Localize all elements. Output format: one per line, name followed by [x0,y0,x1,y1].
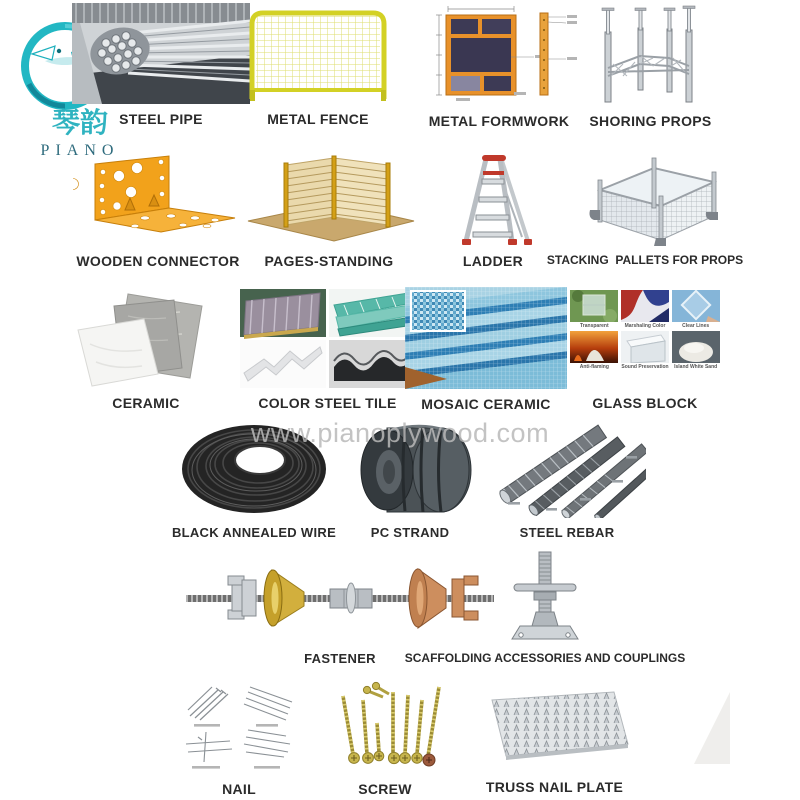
glass-block-transparent-photo [570,290,618,322]
product-label-metal-formwork: METAL FORMWORK [428,113,570,129]
product-wooden-connector [73,148,243,269]
mosaic-ceramic-image [405,287,567,389]
product-label-ceramic: CERAMIC [112,395,180,411]
product-label-black-annealed-wire: BLACK ANNEALED WIRE [171,525,337,540]
product-label-pages-standing: PAGES-STANDING [264,253,394,269]
product-label-pc-strand: PC STRAND [370,525,450,540]
steel-pipe-photo [72,3,250,104]
color-steel-tile-image [240,289,415,388]
ceramic-drawing [70,288,222,388]
wooden-connector-image [73,148,243,246]
screw-image [313,678,457,774]
glass-block-image [567,290,723,388]
product-black-annealed-wire [170,414,338,540]
pages-standing-drawing [238,145,420,246]
product-label-scaffolding-accessories: SCAFFOLDING ACCESSORIES AND COUPLINGS [404,651,686,665]
metal-formwork-drawing [418,2,580,106]
logo-chinese-text: 琴韵 [51,107,108,138]
product-metal-formwork [418,2,580,129]
ladder-image [438,145,548,246]
pages-standing-image [238,145,420,246]
product-stacking-pallets [546,146,744,267]
pc-strand-photo [345,418,475,518]
nail-image [178,682,300,774]
glass-block-caption: Anti-flaming [579,364,609,370]
product-shoring-props [583,2,718,129]
screw-photo [313,678,457,774]
glass-block-sound-photo [621,331,669,363]
product-mosaic-ceramic [405,287,567,412]
product-screw [313,678,457,797]
glass-block-tile [570,290,619,329]
product-pc-strand [345,418,475,540]
website-watermark: www.pianoplywood.com [250,418,550,448]
product-truss-nail-plate [472,684,637,795]
nail-photo [178,682,300,774]
steel-rebar-image [488,416,646,518]
product-label-color-steel-tile: COLOR STEEL TILE [258,395,397,411]
product-label-ladder: LADDER [462,253,524,269]
truss-nail-plate-photo [472,684,637,772]
product-color-steel-tile [240,289,415,411]
product-label-steel-pipe: STEEL PIPE [119,111,203,127]
shoring-props-image [583,2,718,106]
scaffolding-accessories-image [425,548,665,644]
product-steel-rebar [488,416,646,540]
glass-block-caption: Island White Sand [674,364,718,370]
cropped-image-fragment [694,692,730,764]
ladder-drawing [438,145,548,246]
color-steel-tile-photos [240,289,415,388]
product-label-steel-rebar: STEEL REBAR [519,525,615,540]
glass-block-caption: Sound Preservation [621,364,669,370]
product-metal-fence [243,4,393,127]
pc-strand-image [345,418,475,518]
mosaic-ceramic-photo [405,287,567,389]
truss-nail-plate-image [472,684,637,772]
metal-formwork-image [418,2,580,106]
shoring-props-drawing [583,2,718,106]
product-label-mosaic-ceramic: MOSAIC CERAMIC [421,396,551,412]
metal-fence-drawing [243,4,393,104]
black-annealed-wire-image [170,414,338,518]
product-nail [178,682,300,797]
product-label-wooden-connector: WOODEN CONNECTOR [76,253,240,269]
glass-block-tile [621,290,670,329]
glass-block-white-sand-photo [672,331,720,363]
glass-block-clear-lines-photo [672,290,720,322]
screw-jack-photo [506,548,584,644]
wooden-connector-drawing [73,148,243,246]
product-label-glass-block: GLASS BLOCK [592,395,698,411]
glass-block-caption: Clear Lines [682,323,710,329]
stacking-pallets-drawing [566,146,724,246]
glass-block-tile [671,290,720,329]
glass-block-tile [621,331,670,370]
glass-block-anti-flaming-photo [570,331,618,363]
logo-brand-name: PIANO [40,142,120,159]
product-glass-block [567,290,723,411]
steel-rebar-photo [488,416,646,518]
product-label-nail: NAIL [222,781,256,797]
glass-block-caption: Transparent [580,323,609,329]
product-ladder [438,145,548,269]
metal-fence-image [243,4,393,104]
glass-block-tile [671,331,720,370]
product-label-metal-fence: METAL FENCE [267,111,369,127]
product-label-screw: SCREW [358,781,412,797]
product-steel-pipe [72,3,250,127]
steel-pipe-image [72,3,250,104]
glass-block-tile [570,331,619,370]
product-label-stacking-pallets: STACKING PALLETS FOR PROPS [546,253,744,267]
product-scaffolding-accessories [404,548,686,665]
glass-block-color-photo [621,290,669,322]
ceramic-image [70,288,222,388]
product-label-fastener: FASTENER [304,651,376,666]
black-annealed-wire-photo [170,414,338,518]
glass-block-caption: Marshaling Color [624,323,666,329]
glass-block-photo-grid [570,290,720,370]
product-pages-standing [238,145,420,269]
product-label-truss-nail-plate: TRUSS NAIL PLATE [485,779,624,795]
product-ceramic [70,288,222,411]
stacking-pallets-image [566,146,724,246]
product-label-shoring-props: SHORING PROPS [589,113,712,129]
